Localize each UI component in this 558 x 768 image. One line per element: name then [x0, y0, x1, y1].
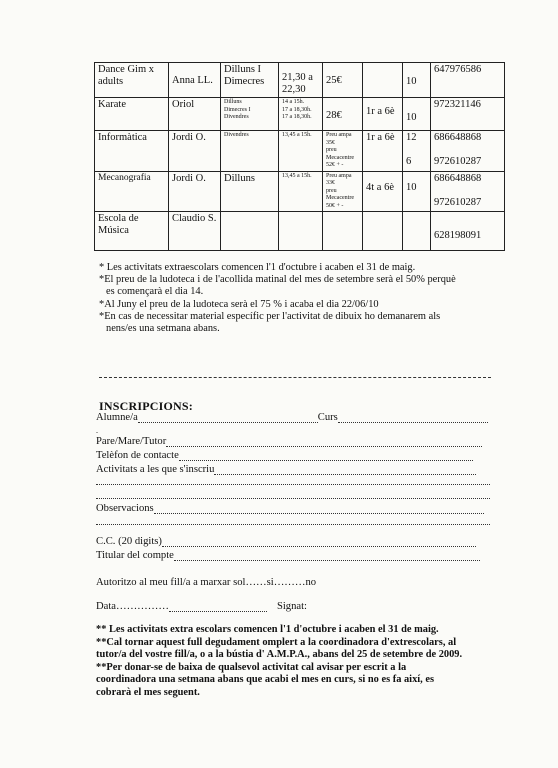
observations-input-line[interactable] [96, 524, 490, 525]
teacher-cell: Jordi O. [169, 171, 221, 212]
authorization-text[interactable]: Autoritzo al meu fill/a a marxar sol……si………no [96, 577, 317, 588]
notes-block [99, 262, 499, 335]
hours-cell: 13,45 a 15h. [279, 171, 323, 212]
places-cell: 12 6 [403, 131, 431, 172]
activity-cell: Karate [95, 98, 169, 131]
note-line: nens/es una setmana abans. [106, 323, 220, 335]
contact-phone-input[interactable] [179, 451, 473, 461]
price-cell: Preu ampa 33€ preu Mecacentre 50€ + - [323, 171, 363, 212]
teacher-cell: Anna LL. [169, 63, 221, 98]
activities-table [94, 62, 505, 251]
note-line: *En cas de necessitar material específic per l'activitat de dibuix ho demanarem als [99, 310, 441, 322]
stray-mark: . [96, 426, 98, 435]
contact-phone-label: Telèfon de contacte [96, 450, 179, 461]
observations-row [96, 503, 484, 514]
account-input[interactable] [162, 537, 476, 547]
student-input[interactable] [138, 413, 318, 423]
date-label: Data…………… [96, 601, 169, 612]
places-cell [403, 212, 431, 251]
phone-cell: 686648868 972610287 [431, 131, 505, 172]
table-row [95, 63, 505, 98]
holder-label: Titular del compte [96, 550, 174, 561]
bottom-notes [96, 624, 516, 700]
activity-cell: Mecanografia [95, 171, 169, 212]
course-cell [363, 63, 403, 98]
hours-cell: 21,30 a 22,30 [279, 63, 323, 98]
activity-cell: Informàtica [95, 131, 169, 172]
price-cell: 28€ [323, 98, 363, 131]
signature-label: Signat: [276, 601, 307, 612]
activities-input[interactable] [214, 465, 476, 475]
course-label: Curs [317, 412, 338, 423]
student-row [96, 412, 488, 423]
holder-input[interactable] [174, 551, 480, 561]
days-cell: Dilluns I Dimecres [221, 63, 279, 98]
teacher-cell: Jordi O. [169, 131, 221, 172]
teacher-cell: Claudio S. [169, 212, 221, 251]
hours-cell: 14 a 15h. 17 a 18,30h. 17 a 18,30h. [279, 98, 323, 131]
account-label: C.C. (20 digits) [96, 536, 162, 547]
activity-cell: Dance Gim x adults [95, 63, 169, 98]
holder-row [96, 550, 480, 561]
note-line: *El preu de la ludoteca i de l'acollida matinal del mes de setembre serà el 50% perquè [99, 274, 456, 286]
date-input[interactable] [169, 602, 267, 612]
teacher-cell: Oriol [169, 98, 221, 131]
table-row [95, 212, 505, 251]
note-line: *Al Juny el preu de la ludoteca serà el 75 % i acaba el dia 22/06/10 [99, 298, 379, 310]
bottom-note-line: **Cal tornar aquest full degudament omplert a la coordinadora d'extrescolars, al [96, 636, 457, 648]
bottom-note-line: cobrarà el mes seguent. [96, 686, 200, 698]
price-cell [323, 212, 363, 251]
parent-input[interactable] [166, 437, 482, 447]
course-cell: 1r a 6è [363, 131, 403, 172]
phone-cell: 647976586 [431, 63, 505, 98]
phone-cell: 972321146 [431, 98, 505, 131]
price-cell: 25€ [323, 63, 363, 98]
places-cell: 10 [403, 98, 431, 131]
bottom-note-line: **Per donar-se de baixa de qualsevol activitat cal avisar per escrit a la [96, 661, 407, 673]
observations-input[interactable] [154, 504, 484, 514]
course-cell: 4t a 6è [363, 171, 403, 212]
phone-row [96, 450, 473, 461]
student-label: Alumne/a [96, 412, 138, 423]
note-line: * Les activitats extraescolars comencen l'1 d'octubre i acaben el 31 de maig. [99, 262, 416, 273]
parent-row [96, 436, 482, 447]
parent-label: Pare/Mare/Tutor [96, 436, 167, 447]
activities-label: Activitats a les que s'inscriu [96, 464, 215, 475]
hours-cell [279, 212, 323, 251]
table-row [95, 98, 505, 131]
observations-label: Observacions [96, 503, 154, 514]
cut-line [99, 377, 491, 378]
bottom-note-line: tutor/a del vostre fill/a, o a la bústia d' A.M.P.A., abans del 25 de setembre de 2009. [96, 649, 463, 661]
activity-cell: Escola de Música [95, 212, 169, 251]
hours-cell: 13,45 a 15h. [279, 131, 323, 172]
days-cell [221, 212, 279, 251]
activities-input-line[interactable] [96, 484, 490, 485]
activities-input-line[interactable] [96, 498, 490, 499]
bottom-note-line: coordinadora una setmana abans que acabi el mes en curs, si no es fa així, es [96, 674, 435, 686]
course-cell: 1r a 6è [363, 98, 403, 131]
days-cell: Divendres [221, 131, 279, 172]
course-cell [363, 212, 403, 251]
activities-row [96, 464, 476, 475]
phone-cell: 686648868 972610287 [431, 171, 505, 212]
date-sign-row [96, 601, 307, 612]
places-cell: 10 [403, 63, 431, 98]
price-cell: Preu ampa 35€ preu Mecacentre 52€ + - [323, 131, 363, 172]
table-row [95, 171, 505, 212]
note-line: es començarà el dia 14. [106, 286, 204, 298]
days-cell: Dilluns [221, 171, 279, 212]
form-title: INSCRIPCIONS: [99, 399, 193, 413]
bottom-note-line: ** Les activitats extra escolars comencen l'1 d'octubre i acaben el 31 de maig. [96, 624, 439, 635]
course-input[interactable] [338, 413, 488, 423]
days-cell: Dilluns Dimecres I Divendres [221, 98, 279, 131]
phone-cell: 628198091 [431, 212, 505, 251]
account-row [96, 536, 476, 547]
table-row [95, 131, 505, 172]
places-cell: 10 [403, 171, 431, 212]
